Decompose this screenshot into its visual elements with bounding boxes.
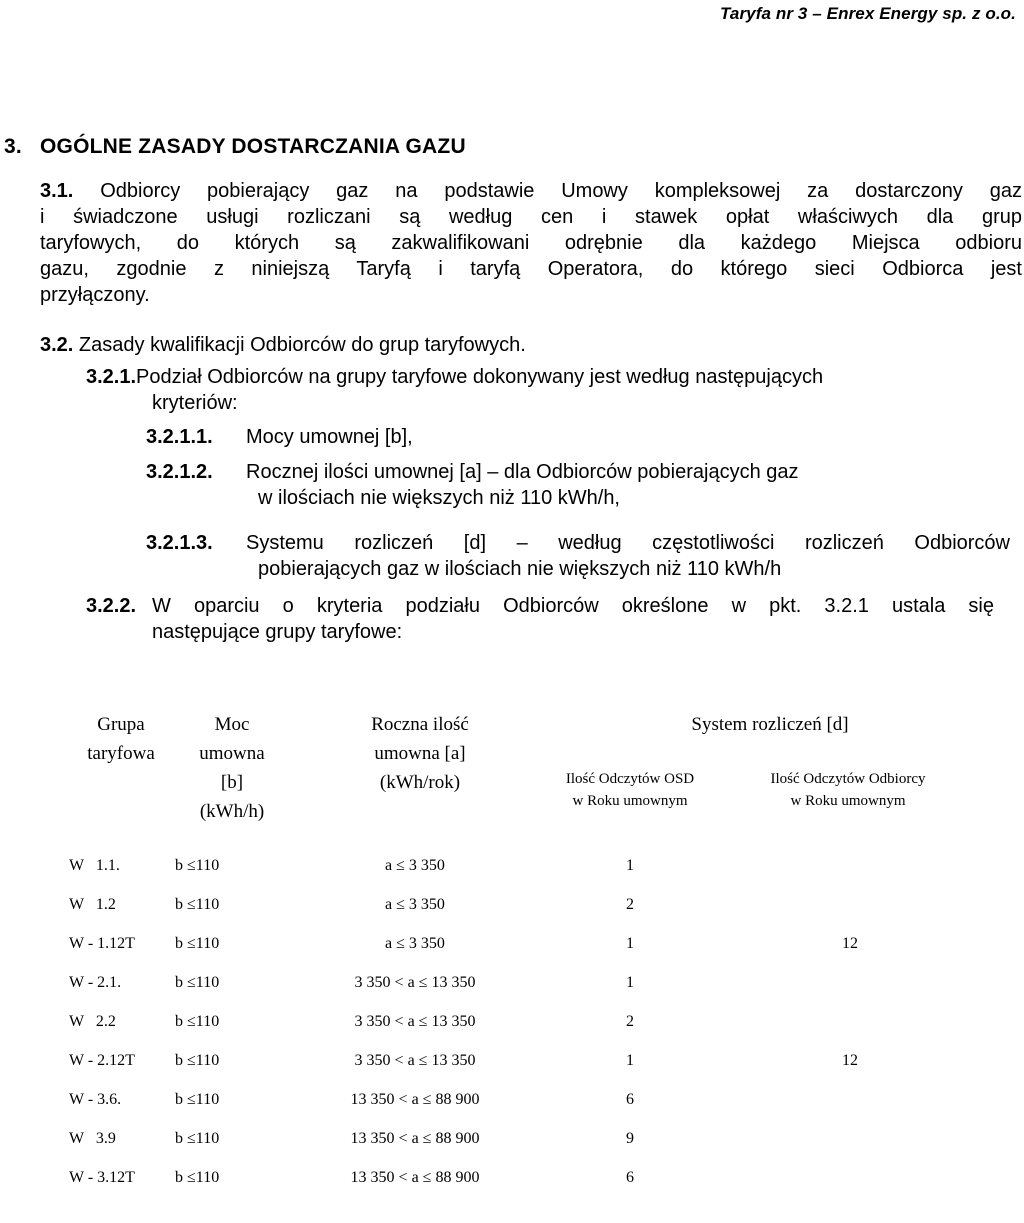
table-cell-annual: 3 350 < a ≤ 13 350 <box>354 1013 476 1030</box>
paragraph-line: gazu, zgodnie z niniejszą Taryfą i taryfą Operatora, do którego sieci Odbiorca jest <box>40 258 1022 280</box>
paragraph-line <box>40 178 1022 204</box>
table-cell-annual: 3 350 < a ≤ 13 350 <box>354 1052 476 1069</box>
paragraph-label: 3.2. <box>40 334 74 356</box>
table-cell-osd: 1 <box>626 857 634 874</box>
table-cell-group: W 1.2 <box>69 896 116 913</box>
table-cell-power: b ≤110 <box>175 1091 220 1108</box>
table-cell-osd: 1 <box>626 974 634 991</box>
table-cell-osd: 1 <box>626 1052 634 1069</box>
paragraph-label: 3.2.1.3. <box>146 532 213 554</box>
table-cell-annual: a ≤ 3 350 <box>385 935 445 952</box>
table-cell-annual: 3 350 < a ≤ 13 350 <box>354 974 476 991</box>
running-header: Taryfa nr 3 – Enrex Energy sp. z o.o. <box>720 4 1016 23</box>
table-cell-power: b ≤110 <box>175 974 220 991</box>
header-line: taryfowa <box>87 743 155 764</box>
table-cell-osd: 1 <box>626 935 634 952</box>
paragraph-text: Podział Odbiorców na grupy taryfowe dokonywany jest według następujących <box>136 366 824 388</box>
table-cell-annual: 13 350 < a ≤ 88 900 <box>350 1130 480 1147</box>
paragraph-3-2-1 <box>86 364 1022 416</box>
table-cell-osd: 2 <box>626 1013 634 1030</box>
table-cell-group: W - 1.12T <box>69 935 135 952</box>
paragraph-text: W oparciu o kryteria podziału Odbiorców określone w pkt. 3.2.1 ustala się <box>152 595 994 617</box>
header-contract-power <box>172 710 292 826</box>
paragraph-3-2-2 <box>86 593 1022 619</box>
header-line: Ilość Odczytów OSD <box>565 771 695 787</box>
header-annual-quantity <box>340 710 500 797</box>
table-cell-group: W - 3.6. <box>69 1091 122 1108</box>
paragraph-3-1 <box>40 178 1022 308</box>
table-cell-power: b ≤110 <box>175 1130 220 1147</box>
header-line: [b] <box>220 772 244 793</box>
table-cell-group: W 2.2 <box>69 1013 116 1030</box>
table-cell-osd: 6 <box>626 1091 634 1108</box>
paragraph-text: Rocznej ilości umownej [a] – dla Odbiorców pobierających gaz <box>246 461 799 483</box>
criterion-3-2-1-1 <box>146 424 413 450</box>
table-cell-power: b ≤110 <box>175 1013 220 1030</box>
table-cell-power: b ≤110 <box>175 1052 220 1069</box>
paragraph-line: taryfowych, do których są zakwalifikowani odrębnie dla każdego Miejsca odbioru <box>40 232 1022 254</box>
paragraph-text: Mocy umownej [b], <box>246 426 413 448</box>
criterion-3-2-1-2 <box>146 459 799 485</box>
paragraph-label: 3.2.1.1. <box>146 426 213 448</box>
header-line: w Roku umownym <box>572 793 688 809</box>
paragraph-label: 3.2.1. <box>86 366 137 388</box>
table-cell-annual: a ≤ 3 350 <box>385 857 445 874</box>
table-cell-osd: 2 <box>626 896 634 913</box>
paragraph-text: Odbiorcy pobierający gaz na podstawie Umowy kompleksowej za dostarczony gaz <box>100 180 1023 202</box>
table-cell-annual: 13 350 < a ≤ 88 900 <box>350 1091 480 1108</box>
paragraph-text: Zasady kwalifikacji Odbiorców do grup taryfowych. <box>78 334 526 356</box>
table-cell-power: b ≤110 <box>175 857 220 874</box>
table-cell-customer: 12 <box>842 1052 858 1069</box>
table-cell-annual: 13 350 < a ≤ 88 900 <box>350 1169 480 1186</box>
paragraph-line <box>86 364 1022 390</box>
criterion-3-2-1-3-continued: pobierających gaz w ilościach nie większych niż 110 kWh/h <box>258 558 782 580</box>
header-osd-readings <box>540 768 720 812</box>
table-cell-osd: 9 <box>626 1130 634 1147</box>
header-line: Ilość Odczytów Odbiorcy <box>770 771 926 787</box>
table-cell-group: W - 2.12T <box>69 1052 135 1069</box>
section-heading <box>4 135 466 159</box>
section-number: 3. <box>4 135 22 158</box>
criterion-3-2-1-3 <box>146 530 1022 556</box>
paragraph-label: 3.1. <box>40 180 74 202</box>
header-line: (kWh/h) <box>199 801 265 822</box>
table-cell-group: W 1.1. <box>69 857 120 874</box>
table-cell-power: b ≤110 <box>175 896 220 913</box>
paragraph-line: kryteriów: <box>152 392 238 414</box>
criterion-3-2-1-2-continued: w ilościach nie większych niż 110 kWh/h, <box>258 487 620 509</box>
table-cell-osd: 6 <box>626 1169 634 1186</box>
header-line: (kWh/rok) <box>379 772 461 793</box>
table-cell-power: b ≤110 <box>175 1169 220 1186</box>
header-tariff-group <box>56 710 186 768</box>
header-line: umowna <box>199 743 265 764</box>
header-line: umowna [a] <box>374 743 466 764</box>
header-line: w Roku umownym <box>790 793 906 809</box>
paragraph-line: i świadczone usługi rozliczani są według cen i stawek opłat właściwych dla grup <box>40 206 1022 228</box>
paragraph-3-2 <box>40 332 526 358</box>
paragraph-line: przyłączony. <box>40 284 150 306</box>
paragraph-label: 3.2.2. <box>86 595 137 617</box>
header-billing-system: System rozliczeń [d] <box>691 714 849 735</box>
paragraph-3-2-2-continued: następujące grupy taryfowe: <box>152 621 403 643</box>
table-cell-group: W - 3.12T <box>69 1169 135 1186</box>
header-line: Roczna ilość <box>371 714 469 735</box>
table-cell-customer: 12 <box>842 935 858 952</box>
table-cell-group: W - 2.1. <box>69 974 122 991</box>
table-cell-group: W 3.9 <box>69 1130 116 1147</box>
header-line: Moc <box>214 714 250 735</box>
header-customer-readings <box>738 768 958 812</box>
header-line: Grupa <box>97 714 145 735</box>
paragraph-text: Systemu rozliczeń [d] – według częstotliwości rozliczeń Odbiorców <box>246 532 1010 554</box>
paragraph-label: 3.2.1.2. <box>146 461 213 483</box>
table-cell-annual: a ≤ 3 350 <box>385 896 445 913</box>
section-title: OGÓLNE ZASADY DOSTARCZANIA GAZU <box>40 135 466 158</box>
table-cell-power: b ≤110 <box>175 935 220 952</box>
